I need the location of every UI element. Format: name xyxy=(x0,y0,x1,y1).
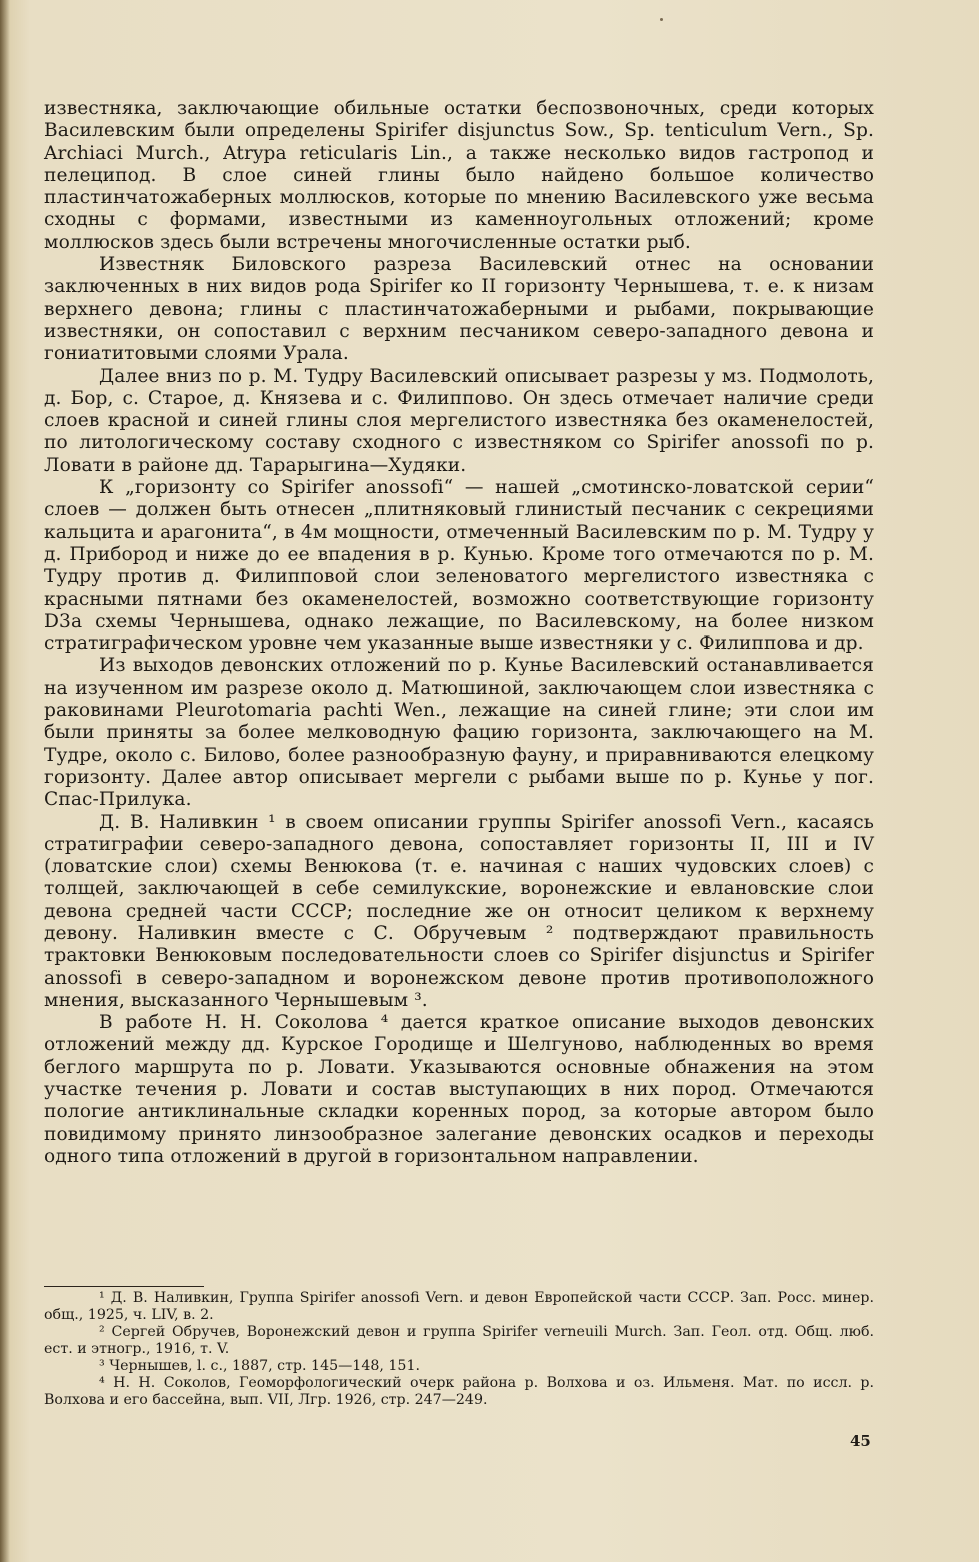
footnote-1: ¹ Д. В. Наливкин, Группа Spirifer anossofi Vern. и девон Европейской части СССР. Зап. Росс. минер. общ., 1925, ч. LIV, в. 2. xyxy=(44,1290,874,1323)
paragraph-3: Далее вниз по р. М. Тудру Василевский описывает разрезы у мз. Подмолоть, д. Бор, с. Старое, д. Князева и с. Филиппово. Он здесь отмечает наличие среди слоев красной и синей глины слоя мергелистого известняка без окаменелостей, по литологическому составу сходного с известняком со Spirifer anossofi по р. Ловати в районе дд. Тарарыгина—Худяки. xyxy=(44,365,874,476)
paragraph-1: известняка, заключающие обильные остатки беспозвоночных, среди которых Василевским были определены Spirifer disjunctus Sow., Sp. tenticulum Vern., Sp. Archiaci Murch., Atrypa reticularis Lin., а также несколько видов гастропод и пелеципод. В слое синей глины было найдено большое количество пластинчатожаберных моллюсков, которые по мнению Василевского уже весьма сходны с формами, известными из каменноугольных отложений; кроме моллюсков здесь были встречены многочисленные остатки рыб. xyxy=(44,98,874,253)
paragraph-2: Известняк Биловского разреза Василевский отнес на основании заключенных в них видов рода Spirifer ко II горизонту Чернышева, т. е. к низам верхнего девона; глины с пластинчатожаберными и рыбами, покрывающие известняки, он сопоставил с верхним песчаником северо-западного девона и гониатитовыми слоями Урала. xyxy=(44,254,874,365)
paper-speck xyxy=(660,18,663,21)
footnote-2: ² Сергей Обручев, Воронежский девон и группа Spirifer verneuili Murch. Зап. Геол. отд. Общ. люб. ест. и этногр., 1916, т. V. xyxy=(44,1324,874,1357)
paragraph-4: К „горизонту со Spirifer anossofi“ — нашей „смотинско-ловатской серии“ слоев — должен быть отнесен „плитняковый глинистый песчаник с секрециями кальцита и арагонита“, в 4м мощности, отмеченный Василевским по р. М. Тудру у д. Прибород и ниже до ее впадения в р. Кунью. Кроме того отмечаются по р. М. Тудру против д. Филипповой слои зеленоватого мергелистого известняка с красными пятнами без окаменелостей, возможно соответствующие горизонту D3a схемы Чернышева, однако лежащие, по Василевскому, на более низком стратиграфическом уровне чем указанные выше известняки у с. Филиппова и др. xyxy=(44,477,874,655)
paragraph-6: Д. В. Наливкин ¹ в своем описании группы Spirifer anossofi Vern., касаясь стратиграфии северо-западного девона, сопоставляет горизонты II, III и IV (ловатские слои) схемы Венюкова (т. е. начиная с наших чудовских слоев) с толщей, заключающей в себе семилукские, воронежские и евлановские слои девона средней части СССР; последние же он относит целиком к верхнему девону. Наливкин вместе с С. Обручевым ² подтверждают правильность трактовки Венюковым последовательности слоев со Spirifer disjunctus и Spirifer anossofi в северо-западном и воронежском девоне против противоположного мнения, высказанного Чернышевым ³. xyxy=(44,811,874,1011)
book-spine-shadow xyxy=(0,0,10,1562)
footnote-3: ³ Чернышев, l. c., 1887, стр. 145—148, 151. xyxy=(99,1358,420,1374)
paragraph-5: Из выходов девонских отложений по р. Кунье Василевский останавливается на изученном им разрезе около д. Матюшиной, заключающем слои известняка с раковинами Pleurotomaria pachti Wen., лежащие на синей глине; эти слои им были приняты за более мелководную фацию горизонта, заключающего на М. Тудре, около с. Билово, более разнообразную фауну, и приравниваются елецкому горизонту. Далее автор описывает мергели с рыбами выше по р. Кунье у пог. Спас-Прилука. xyxy=(44,655,874,811)
footnote-divider xyxy=(44,1286,204,1287)
paragraph-7: В работе Н. Н. Соколова ⁴ дается краткое описание выходов девонских отложений между дд. Курское Городище и Шелгуново, наблюденных во время беглого маршрута по р. Ловати. Указываются основные обнажения на этом участке течения р. Ловати и состав выступающих в них пород. Отмечаются пологие антиклинальные складки коренных пород, за которые автором было повидимому принято линзообразное залегание девонских осадков и переходы одного типа отложений в другой в горизонтальном направлении. xyxy=(44,1012,874,1167)
page-number: 45 xyxy=(850,1432,871,1450)
footnotes xyxy=(44,1290,874,1409)
body-text xyxy=(44,98,874,1168)
footnote-4: ⁴ Н. Н. Соколов, Геоморфологический очерк района р. Волхова и оз. Ильменя. Мат. по иссл. р. Волхова и его бассейна, вып. VII, Лгр. 1926, стр. 247—249. xyxy=(44,1375,874,1408)
